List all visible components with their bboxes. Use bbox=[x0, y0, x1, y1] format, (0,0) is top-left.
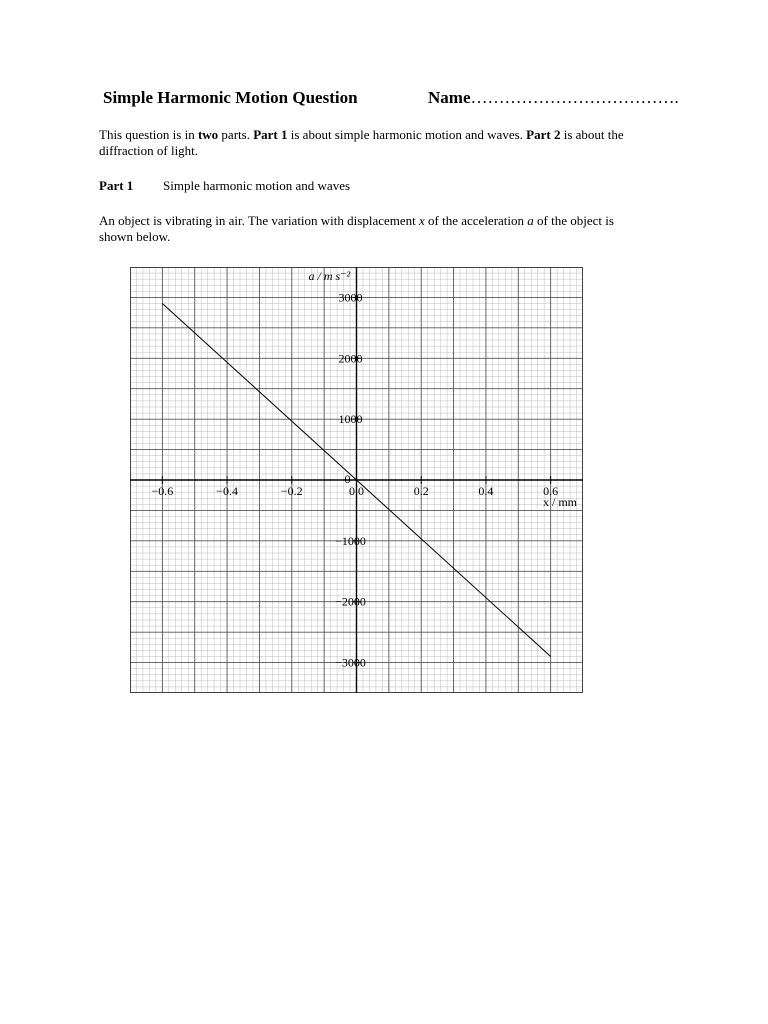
var-x: x bbox=[419, 213, 425, 228]
origin-label: 0 bbox=[344, 472, 351, 486]
x-tick-label: 0.4 bbox=[478, 484, 494, 498]
question-text: An object is vibrating in air. The variation with displacement bbox=[99, 213, 419, 228]
intro-text: is about simple harmonic motion and waves. bbox=[287, 127, 527, 142]
y-axis-label: a / m s⁻² bbox=[308, 269, 351, 283]
intro-text: parts. bbox=[218, 127, 254, 142]
x-axis-label: x / mm bbox=[543, 495, 578, 509]
intro-text: is about the diffraction of light. bbox=[99, 127, 624, 158]
question-title: Simple Harmonic Motion Question bbox=[103, 88, 358, 107]
y-tick-label: 3000 bbox=[338, 290, 363, 305]
part1-label: Part 1 bbox=[99, 178, 134, 193]
question-text: of the object is shown below. bbox=[99, 213, 614, 244]
part1-heading bbox=[99, 178, 629, 194]
y-tick-label: −2000 bbox=[335, 594, 366, 609]
intro-bold-part1: Part 1 bbox=[253, 127, 288, 142]
intro-bold-part2: Part 2 bbox=[526, 127, 561, 142]
x-tick-label: 0.0 bbox=[349, 484, 364, 498]
y-tick-label: −1000 bbox=[335, 533, 366, 548]
x-tick-label: 0.2 bbox=[413, 484, 429, 498]
question-text: of the acceleration bbox=[424, 213, 528, 228]
y-tick-label: 1000 bbox=[338, 412, 363, 427]
name-label: Name bbox=[428, 88, 471, 107]
y-tick-label: −3000 bbox=[335, 655, 366, 670]
name-field bbox=[428, 88, 679, 108]
x-tick-label: 0.6 bbox=[543, 484, 559, 498]
acceleration-displacement-graph bbox=[130, 267, 583, 693]
question-paragraph bbox=[99, 213, 629, 245]
var-a: a bbox=[527, 213, 534, 228]
name-dots: ………………………………. bbox=[470, 88, 679, 107]
y-tick-label: 2000 bbox=[338, 351, 363, 366]
part1-title: Simple harmonic motion and waves bbox=[163, 178, 351, 193]
x-tick-label: −0.6 bbox=[151, 484, 174, 498]
intro-bold-two: two bbox=[197, 127, 219, 142]
x-tick-label: −0.4 bbox=[216, 484, 238, 498]
intro-paragraph bbox=[99, 127, 629, 159]
intro-text: This question is in bbox=[99, 127, 198, 142]
x-tick-label: −0.2 bbox=[280, 484, 303, 498]
